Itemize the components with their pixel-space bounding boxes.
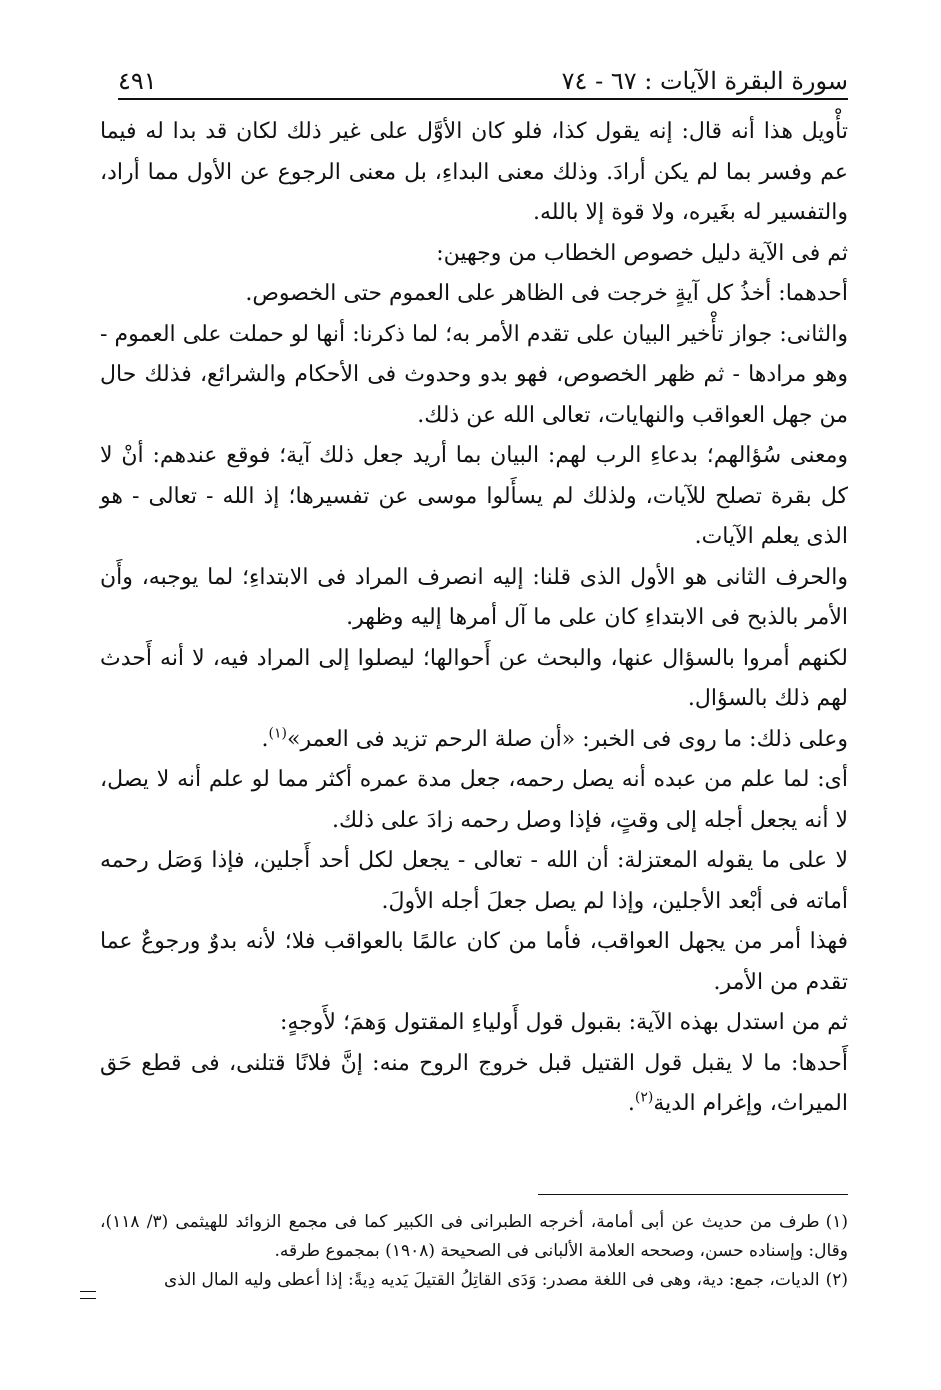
- footnote-ref[interactable]: (٢): [634, 1089, 654, 1106]
- paragraph: والثانى: جواز تأْخير البيان على تقدم الأمر به؛ لما ذكرنا: أنها لو حملت على العموم - وهو مرادها - ثم ظهر الخصوص، فهو بدو وحدوث فى الأحكام والشرائع، فذلك حال من جهل العواقب والنهايات، تعالى الله عن ذلك.: [100, 321, 848, 428]
- page-header: [118, 58, 848, 98]
- paragraph: والحرف الثانى هو الأول الذى قلنا: إليه انصرف المراد فى الابتداءِ؛ لما يوجبه، وأَن الأمر بالذبح فى الابتداءِ كان على ما آل أمرها إليه وظهر.: [100, 564, 848, 630]
- header-rule: [118, 98, 848, 100]
- footnote-number: (٢): [825, 1270, 848, 1290]
- footnote: [100, 1208, 848, 1266]
- paragraph: ثم من استدل بهذه الآية: بقبول قول أَولياءِ المقتول وَهمَ؛ لأَوجهٍ:: [280, 1010, 848, 1035]
- main-text: [100, 112, 848, 1125]
- page-number: ٤٩١: [118, 67, 157, 95]
- running-title: سورة البقرة الآيات : ٦٧ - ٧٤: [561, 67, 848, 95]
- paragraph: ومعنى سُؤالهم؛ بدعاءِ الرب لهم: البيان بما أريد جعل ذلك آية؛ فوقع عندهم: أنْ لا كل بقرة تصلح للآيات، ولذلك لم يسأَلوا موسى عن تفسيرها؛ إذ الله - تعالى - هو الذى يعلم الآيات.: [100, 443, 848, 549]
- paragraph: أَحدها: ما لا يقبل قول القتيل قبل خروج الروح منه: إنَّ فلانًا قتلنى، فى قطع حَق الميراث، وإغرام الدية$^{(٢)}$.: [100, 1050, 848, 1116]
- paragraph: لكنهم أمروا بالسؤال عنها، والبحث عن أَحوالها؛ ليصلوا إلى المراد فيه، لا أنه أَحدث لهم ذلك بالسؤال.: [100, 645, 848, 711]
- footnote-ref[interactable]: (١): [268, 725, 288, 742]
- footnote-text: طرف من حديث عن أبى أمامة، أخرجه الطبرانى فى الكبير كما فى مجمع الزوائد للهيثمى (٣/ ١١٨)، وقال: وإسناده حسن، وصححه العلامة الألبانى فى الصحيحة (١٩٠٨) بمجموع طرقه.: [100, 1212, 848, 1261]
- paragraph: لا على ما يقوله المعتزلة: أن الله - تعالى - يجعل لكل أحد أَجلين، فإذا وَصَل رحمه أماته فى أبْعد الأجلين، وإذا لم يصل جعلَ أجله الأولَ.: [100, 848, 848, 914]
- margin-mark: [80, 1291, 96, 1299]
- paragraph: فهذا أمر من يجهل العواقب، فأما من كان عالمًا بالعواقب فلا؛ لأنه بدوٌ ورجوعٌ عما تقدم من الأمر.: [100, 929, 848, 995]
- paragraph: أى: لما علم من عبده أنه يصل رحمه، جعل مدة عمره أكثر مما لو علم أنه لا يصل، لا أنه يجعل أجله إلى وقتٍ، فإذا وصل رحمه زادَ على ذلك.: [100, 767, 848, 833]
- footnote-text: الديات، جمع: دية، وهى فى اللغة مصدر: وَدَى القاتِلُ القتيلَ يَديه دِيةً: إذا أعطى وليه المال الذى: [163, 1270, 820, 1290]
- footnote-rule: [538, 1194, 848, 1195]
- paragraph-text: وعلى ذلك: ما روى فى الخبر: «أن صلة الرحم تزيد فى العمر»: [287, 726, 848, 752]
- footnote: [100, 1266, 848, 1295]
- footnotes: [100, 1208, 848, 1295]
- paragraph: وعلى ذلك: ما روى فى الخبر: «أن صلة الرحم تزيد فى العمر»$^{(١)}$.: [261, 725, 848, 752]
- paragraph: تأْويل هذا أنه قال: إنه يقول كذا، فلو كان الأوَّل على غير ذلك لكان قد بدا له فيما عم وفسر بما لم يكن أرادَ. وذلك معنى البداءِ، بل معنى الرجوع عن الأول مما أراد، والتفسير له بغَيره، ولا قوة إلا بالله.: [100, 119, 848, 225]
- paragraph-text: أَحدها: ما لا يقبل قول القتيل قبل خروج الروح منه: إنَّ فلانًا قتلنى، فى قطع حَق الميراث، وإغرام الدية: [100, 1050, 848, 1116]
- paragraph: أحدهما: أخذُ كل آيةٍ خرجت فى الظاهر على العموم حتى الخصوص.: [245, 281, 848, 306]
- footnote-number: (١): [825, 1212, 848, 1232]
- paragraph: ثم فى الآية دليل خصوص الخطاب من وجهين:: [436, 240, 848, 266]
